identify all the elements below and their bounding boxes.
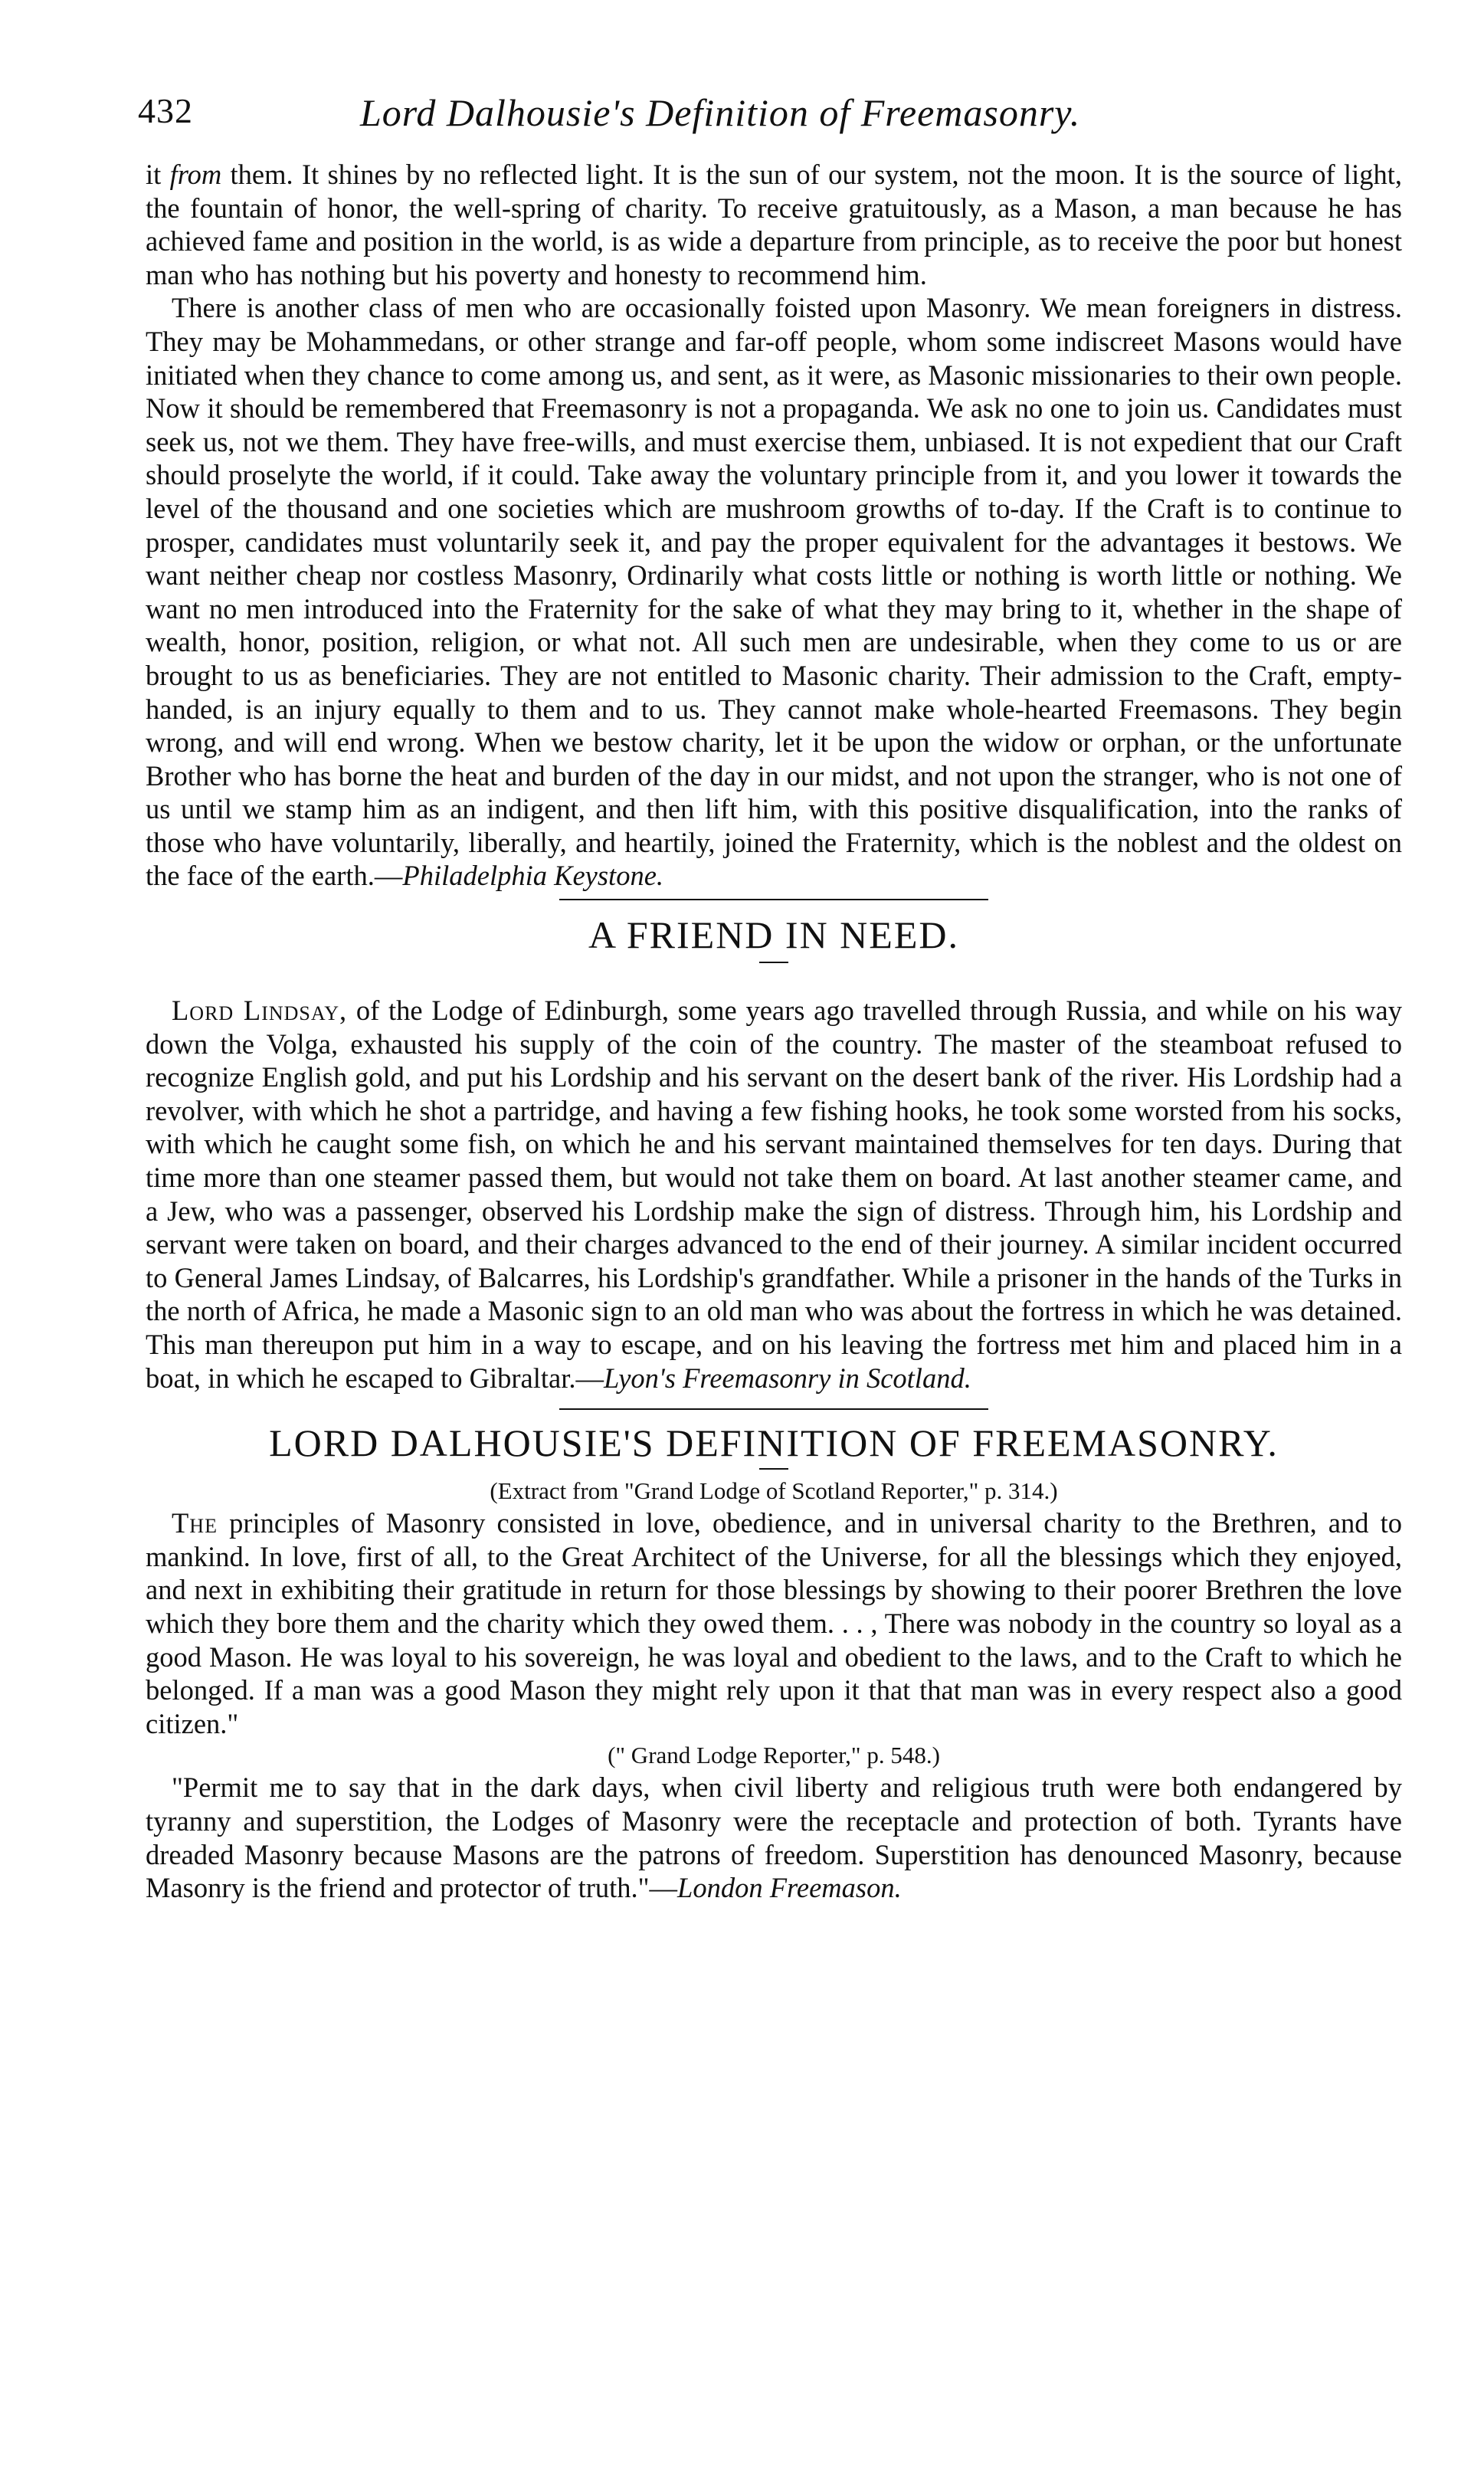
page-header	[138, 90, 1364, 144]
dalhousie-paragraph-2	[146, 1771, 1402, 1904]
continued-paragraph-1	[146, 158, 1402, 291]
friend-in-need-paragraph	[146, 994, 1402, 1395]
article-title-friend-in-need: A FRIEND IN NEED.	[588, 913, 959, 957]
lead-word: The	[172, 1507, 218, 1539]
section-divider	[559, 1408, 988, 1410]
source-citation: Lyon's Freemasonry in Scotland.	[604, 1362, 971, 1394]
page-number: 432	[138, 91, 193, 130]
text-run: them. It shines by no reflected light. It is the sun of our system, not the moon. It is the source of light, the fountain of honor, the well-spring of charity. To receive gratuitously, as a Mason, a man because he has achieved fame and position in the world, is as wide a departure from principle, as to receive the poor but honest man who has nothing but his poverty and honesty to recommend him.	[146, 159, 1402, 290]
extract-note: (Extract from "Grand Lodge of Scotland Reporter," p. 314.)	[490, 1477, 1058, 1505]
text-run: of the Lodge of Edinburgh, some years ago travelled through Russia, and while on his way down the Volga, exhausted his supply of the coin of the country. The master of the steamboat refused to recognize English gold, and put his Lordship and his servant on the desert bank of the river. His Lordship had a revolver, with which he shot a partridge, and having a few fishing hooks, he took some worsted from his socks, with which he caught some fish, on which he and his servant maintained themselves for ten days. During that time more than one steamer passed them, but would not take them on board. At last another steamer came, and a Jew, who was a passenger, observed his Lordship make the sign of distress. Through him, his Lordship and servant were taken on board, and their charges advanced to the end of their journey. A similar incident occurred to General James Lindsay, of Balcarres, his Lordship's grandfather. While a prisoner in the hands of the Turks in the north of Africa, he made a Masonic sign to an old man who was about the fortress in which he was detained. This man thereupon put him in a way to escape, and on his leaving the fortress met him and placed him in a boat, in which he escaped to Gibraltar.—	[146, 995, 1402, 1394]
italic-text: from	[169, 159, 222, 190]
dalhousie-paragraph-1	[146, 1506, 1402, 1740]
text-run: it	[146, 159, 170, 190]
section-divider	[559, 899, 988, 900]
text-run: "Permit me to say that in the dark days, when civil liberty and religious truth were both endangered by tyranny and superstition, the Lodges of Masonry were the receptacle and protection of both. Tyrants have dreaded Masonry because Masons are the patrons of freedom. Superstition has denounced Masonry, because Masonry is the friend and protector of truth."—	[146, 1772, 1402, 1904]
source-citation: Philadelphia Keystone.	[402, 860, 664, 892]
text-run: principles of Masonry consisted in love, obedience, and in universal charity to the Brethren, and to mankind. In love, first of all, to the Great Architect of the Universe, for all the blessings which they enjoyed, and next in exhibiting their gratitude in return for those blessings by showing to their poorer Brethren the love which they bore them and the charity which they owed them. . . , There was nobody in the country so loyal as a good Mason. He was loyal to his sovereign, he was loyal and obedient to the laws, and to the Craft to which he belonged. If a man was a good Mason they might rely upon it that that man was in every respect also a good citizen."	[146, 1507, 1402, 1739]
title-underline	[759, 1468, 788, 1470]
reporter-note: (" Grand Lodge Reporter," p. 548.)	[608, 1742, 940, 1769]
title-underline	[759, 962, 788, 963]
continued-paragraph-2	[146, 291, 1402, 893]
page-body	[146, 158, 1402, 1905]
text-run: There is another class of men who are occasionally foisted upon Masonry. We mean foreigners in distress. They may be Mohammedans, or other strange and far-off people, whom some indiscreet Masons would have initiated when they chance to come among us, and sent, as it were, as Masonic missionaries to their own people. Now it should be remembered that Freemasonry is not a propaganda. We ask no one to join us. Candidates must seek us, not we them. They have free-wills, and must exercise them, unbiased. It is not expedient that our Craft should proselyte the world, if it could. Take away the voluntary principle from it, and you lower it towards the level of the thousand and one societies which are mushroom growths of to-day. If the Craft is to continue to prosper, candidates must voluntarily seek it, and pay the proper equivalent for the advantages it bestows. We want neither cheap nor costless Masonry, Ordinarily what costs little or nothing is worth little or nothing. We want no men introduced into the Fraternity for the sake of what they may bring to it, whether in the shape of wealth, honor, position, religion, or what not. All such men are undesirable, when they come to us or are brought to us as beneficiaries. They are not entitled to Masonic charity. Their admission to the Craft, empty-handed, is an injury equally to them and to us. They cannot make whole-hearted Freemasons. They begin wrong, and will end wrong. When we bestow charity, let it be upon the widow or orphan, or the unfortunate Brother who has borne the heat and burden of the day in our midst, and not upon the stranger, who is not one of us until we stamp him as an indigent, and then lift him, with this positive disqualification, into the ranks of those who have voluntarily, liberally, and heartily, joined the Fraternity, which is the noblest and the oldest on the face of the earth.—	[146, 292, 1402, 892]
article-title-dalhousie: LORD DALHOUSIE'S DEFINITION OF FREEMASONRY.	[269, 1421, 1279, 1465]
source-citation: London Freemason.	[677, 1872, 902, 1904]
lead-word: Lord Lindsay,	[172, 995, 348, 1027]
running-title: Lord Dalhousie's Definition of Freemasonry.	[360, 91, 1081, 134]
